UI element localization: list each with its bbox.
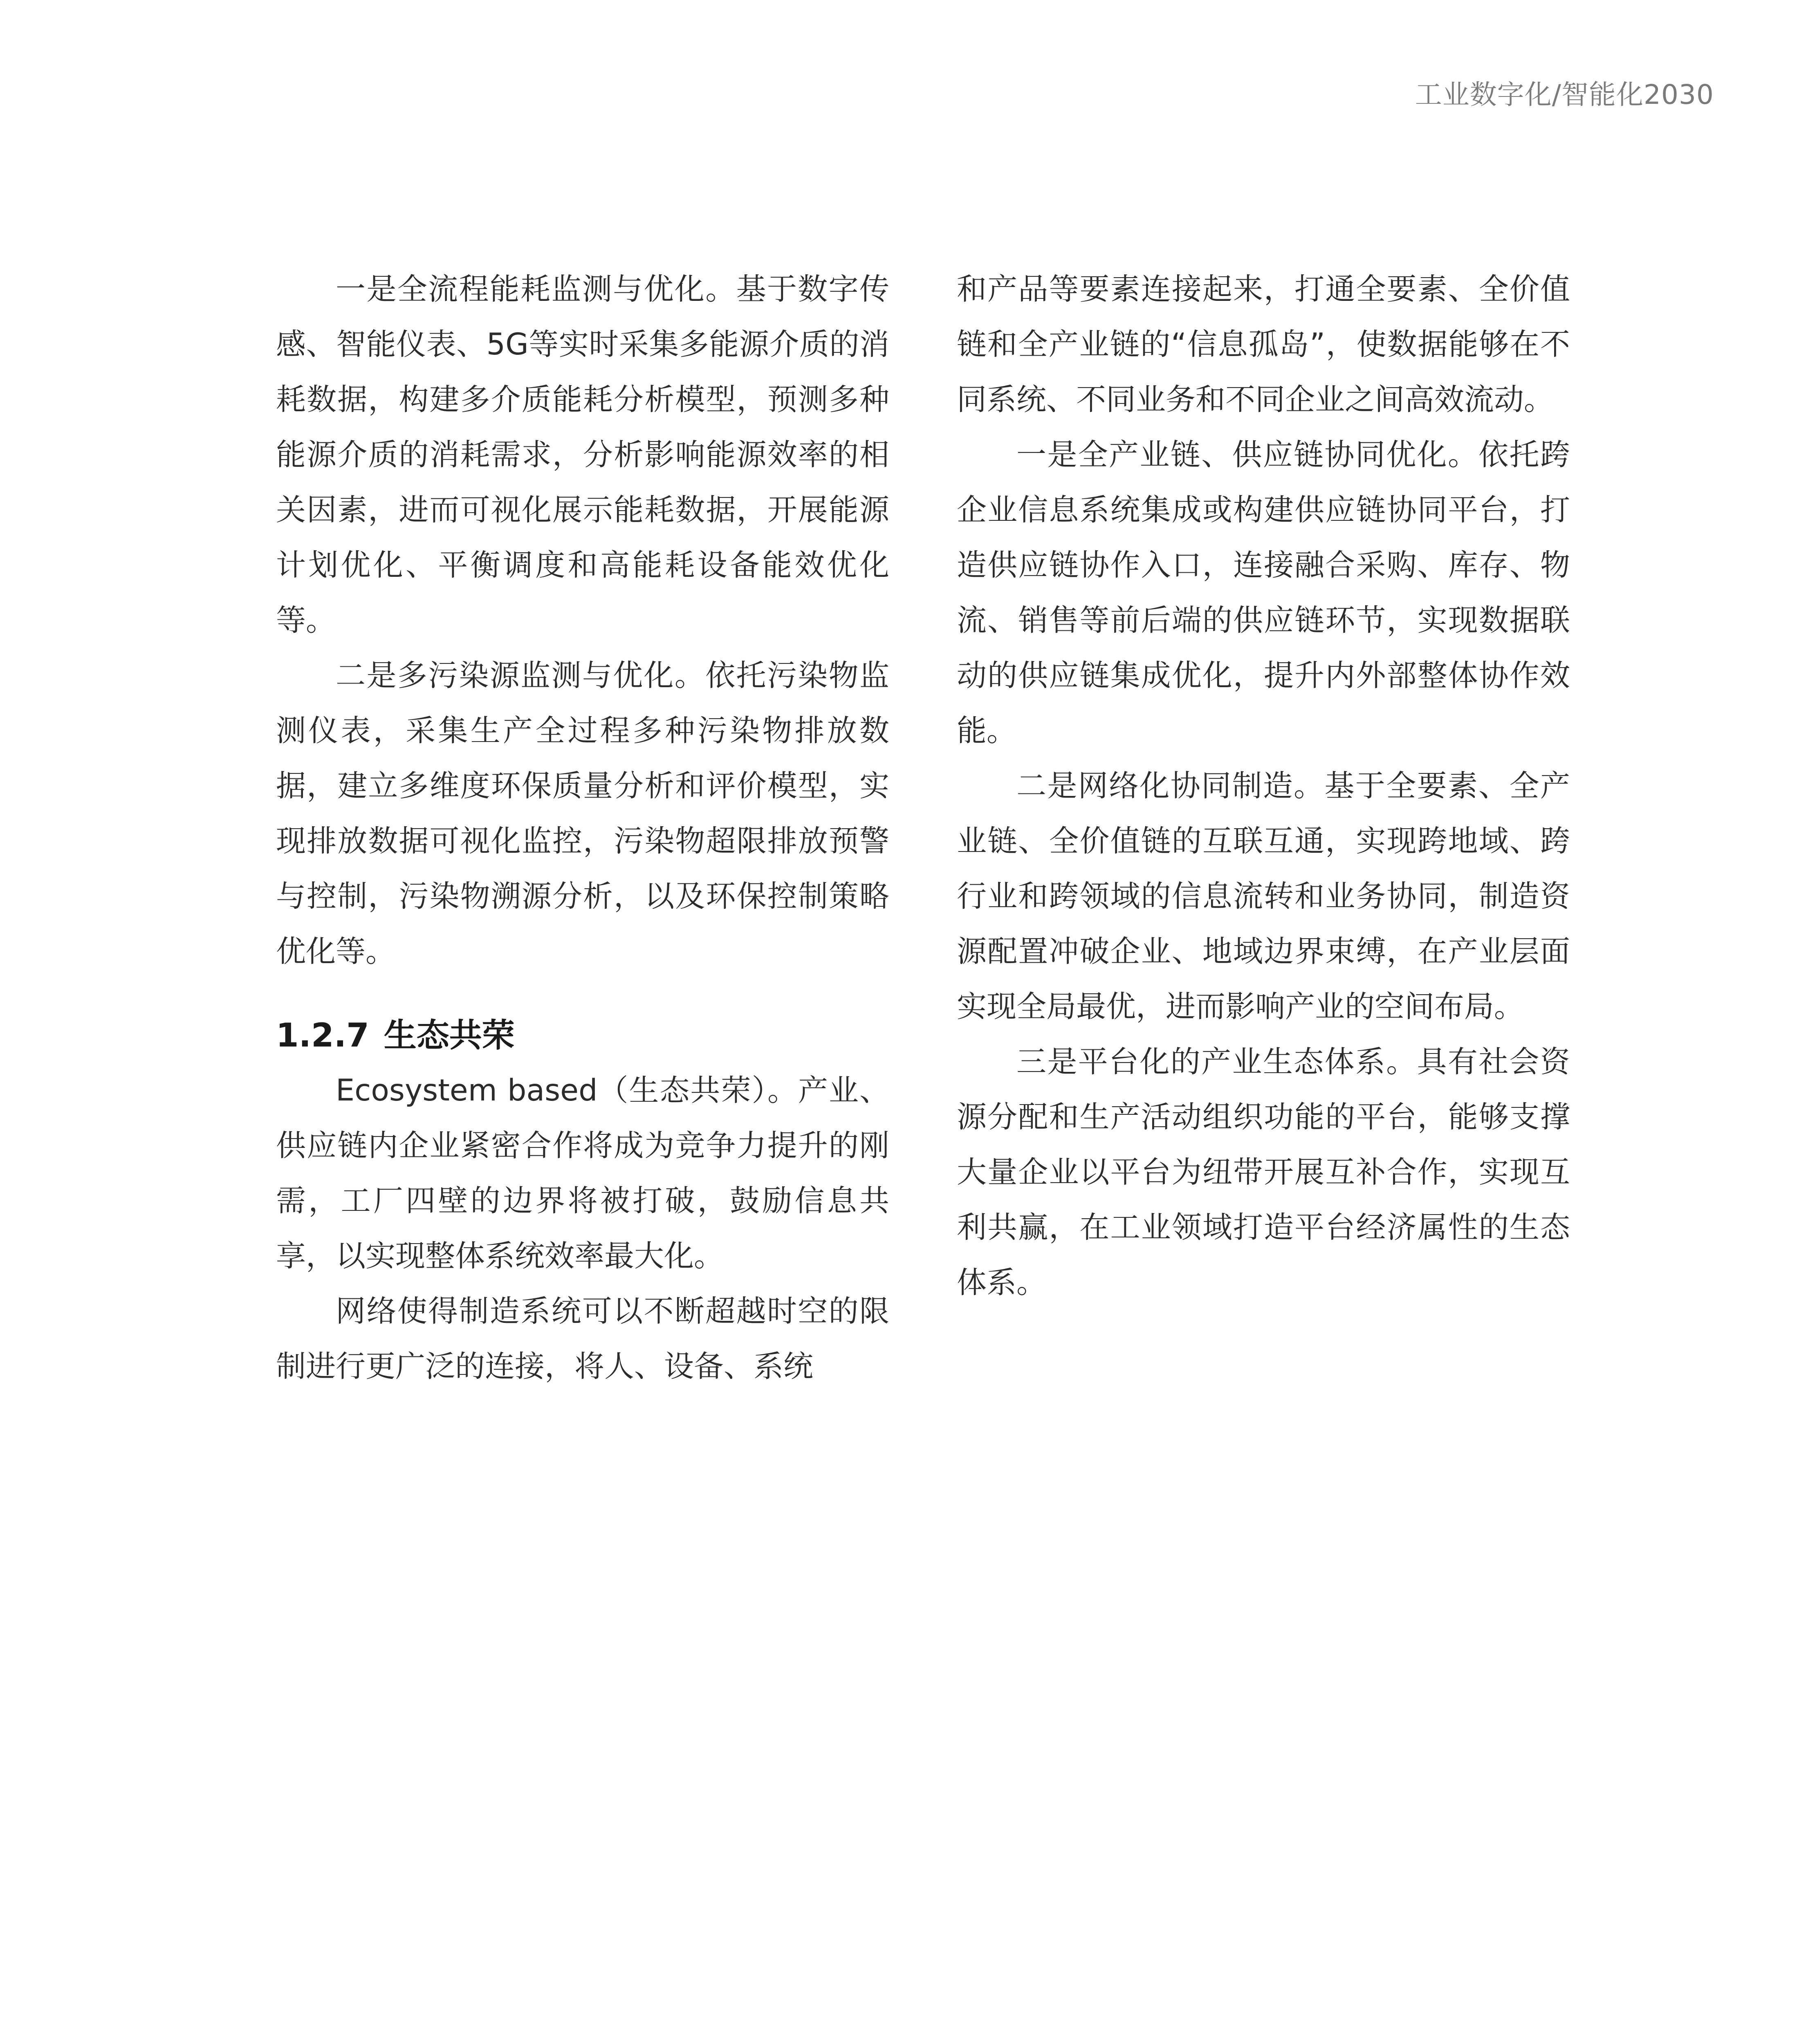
running-header: 工业数字化/智能化2030 <box>1415 79 1714 110</box>
paragraph-supply-chain: 一是全产业链、供应链协同优化。依托跨企业信息系统集成或构建供应链协同平台，打造供应链协作入口，连接融合采购、库存、物流、销售等前后端的供应链环节，实现数据联动的供应链集成优化，提升内外部整体协作效能。 <box>957 437 1570 748</box>
paragraph-network-connection: 网络使得制造系统可以不断超越时空的限制进行更广泛的连接，将人、设备、系统 <box>276 1294 889 1384</box>
paragraph-networked-manufacturing: 二是网络化协同制造。基于全要素、全产业链、全价值链的互联互通，实现跨地域、跨行业和跨领域的信息流转和业务协同，制造资源配置冲破企业、地域边界束缚，在产业层面实现全局最优，进而影响产业的空间布局。 <box>957 769 1570 1024</box>
left-column <box>276 262 889 1394</box>
section-number: 1.2.7 <box>276 1016 369 1054</box>
paragraph-energy-monitoring: 一是全流程能耗监测与优化。基于数字传感、智能仪表、5G等实时采集多能源介质的消耗数据，构建多介质能耗分析模型，预测多种能源介质的消耗需求，分析影响能源效率的相关因素，进而可视化展示能耗数据，开展能源计划优化、平衡调度和高能耗设备能效优化等。 <box>276 272 889 638</box>
right-column <box>957 262 1570 1310</box>
paragraph-pollution-monitoring: 二是多污染源监测与优化。依托污染物监测仪表，采集生产全过程多种污染物排放数据，建立多维度环保质量分析和评价模型，实现排放数据可视化监控，污染物超限排放预警与控制，污染物溯源分析，以及环保控制策略优化等。 <box>276 658 889 969</box>
paragraph-continued: 和产品等要素连接起来，打通全要素、全价值链和全产业链的“信息孤岛”，使数据能够在不同系统、不同业务和不同企业之间高效流动。 <box>957 272 1570 417</box>
section-title: 生态共荣 <box>384 1016 515 1054</box>
section-heading <box>276 1008 889 1063</box>
paragraph-platform-ecosystem: 三是平台化的产业生态体系。具有社会资源分配和生产活动组织功能的平台，能够支撑大量企业以平台为纽带开展互补合作，实现互利共赢，在工业领域打造平台经济属性的生态体系。 <box>957 1044 1570 1300</box>
section-spacer <box>276 979 889 1008</box>
paragraph-ecosystem-intro: Ecosystem based（生态共荣）。产业、供应链内企业紧密合作将成为竞争力提升的刚需，工厂四壁的边界将被打破，鼓励信息共享，以实现整体系统效率最大化。 <box>276 1073 889 1273</box>
